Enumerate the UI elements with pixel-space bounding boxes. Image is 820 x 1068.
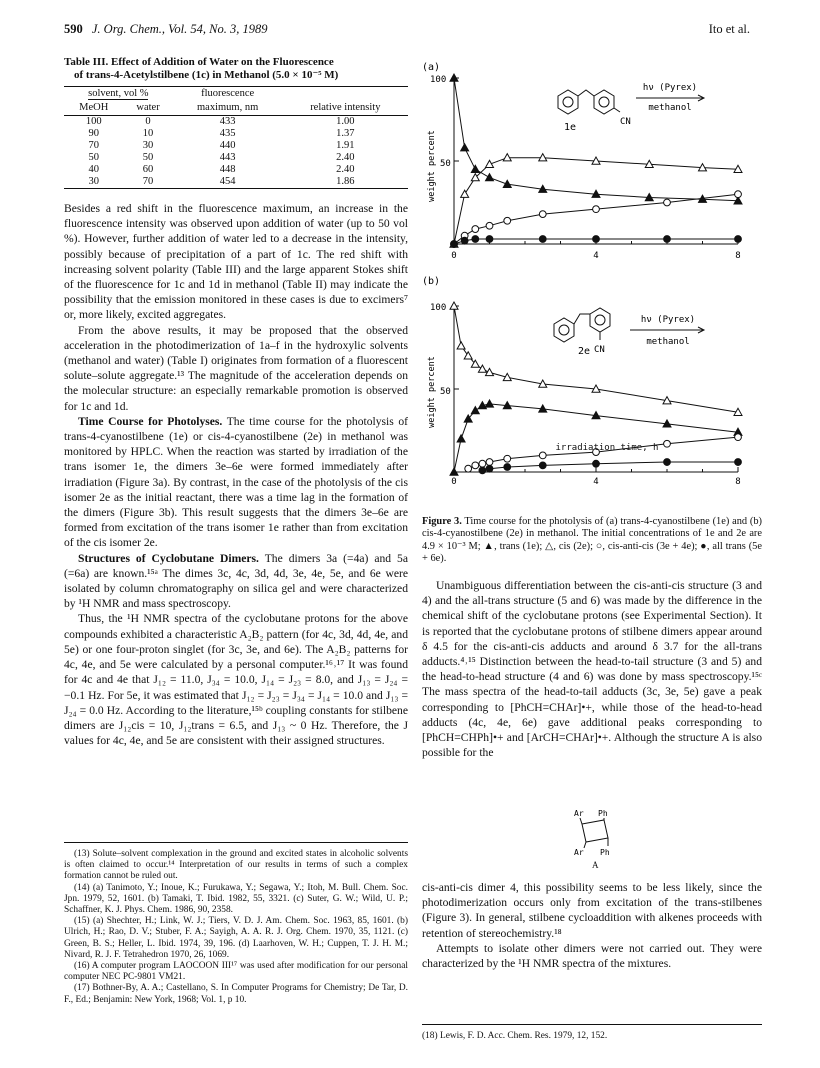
paragraph-structures: Structures of Cyclobutane Dimers. The dimers 3a (=4a) and 5a (=6a) are known.¹⁵ᵃ The dimes 3c, 4c, 3d, 4d, 3e, 4e, 5e, and 6e were isolated by column chromatography on silica gel and were characterized by ¹H NMR and mass spectroscopy.	[64, 551, 408, 611]
panel-b-point-open-circle	[479, 460, 486, 467]
reaction-a-conditions-bottom: methanol	[648, 103, 692, 113]
panel-a-point-filled-circle	[735, 236, 742, 243]
panel-b-point-filled-circle	[486, 465, 493, 472]
table-row: 100 0 433 1.00	[85, 116, 355, 127]
right-column-text-1	[422, 578, 762, 760]
panel-a-point-filled-circle	[461, 237, 468, 244]
paragraph-differentiation: Unambiguous differentiation between the cis-anti-cis structure (3 and 4) and the all-trans structure (5 and 6) was made by the difference in the chemical shift of the cyclobutane protons (see Experimental Section). It is reported that the cyclobutane protons of stilbene dimers appear around δ 4.5 for the cis-anti-cis adducts and around δ 3.7 for the all-trans adducts.⁴˒¹⁵ Distinction between the head-to-tail structure (3 and 5) and the head-to-head structure (4 and 6) was done by mass spectroscopy.¹⁵ᶜ The mass spectra of the head-to-tail adducts (3c, 3e, 5e) gave a peak corresponding to [PhCH=CHAr]•+, while those of the head-to-head adducts (4c, 4e, 6e) gave additional peaks corresponding to [PhCH=CHPh]•+ and [ArCH=CHAr]•+. Although the structure A is also possible for the	[422, 579, 762, 760]
structure-A-label: A	[592, 860, 599, 870]
panel-b-point-open-triangle	[478, 365, 486, 372]
panel-b-point-filled-triangle	[486, 400, 494, 407]
running-head	[64, 22, 750, 40]
structure-A-ar-top: Ar	[574, 809, 584, 818]
panel-a-xtick-8: 8	[735, 251, 741, 261]
figure-3-caption: Figure 3. Time course for the photolysis of (a) trans-4-cyanostilbene (1e) and (b) cis-4-cyanostilbene (2e) in methanol. The initial concentrations of 1e and 2e are 4.9 × 10⁻³ M; ▲, trans (1e); △, cis (2e); ○, cis-anti-cis (3e + 4e); ●, all trans (5e + 6e).	[422, 516, 762, 565]
structure-A-ph-bottom: Ph	[600, 848, 610, 856]
right-column-text-2	[422, 880, 762, 971]
panel-a-series	[450, 74, 742, 247]
section-head-time-course: Time Course for Photolyses.	[78, 414, 223, 428]
substituent-cn-b: CN	[594, 345, 605, 355]
panel-b-point-open-triangle	[464, 352, 472, 359]
panel-b-xtick-0: 0	[451, 477, 457, 486]
panel-b-point-filled-circle	[539, 462, 546, 469]
panel-a-point-filled-triangle	[471, 165, 479, 172]
figure-3-xlabel: irradiation time, h	[555, 443, 659, 453]
header-fluorescence-1: fluorescence	[201, 88, 255, 99]
structure-A-ar-bottom: Ar	[574, 848, 584, 856]
panel-a-label: (a)	[422, 62, 441, 73]
reaction-b-conditions-bottom: methanol	[646, 337, 690, 347]
structure-A-drawing	[560, 808, 640, 856]
reaction-b-conditions-top: hν (Pyrex)	[640, 315, 696, 325]
compound-label-2e: 2e	[578, 346, 591, 357]
panel-a-point-filled-triangle	[503, 180, 511, 187]
figure-3-caption-block	[422, 516, 762, 566]
panel-b-point-filled-circle	[593, 460, 600, 467]
panel-a-series-open-triangle-line	[454, 158, 738, 244]
footnote-16: (16) A computer program LAOCOON III¹⁷ was used after modification for our personal computer NEC PC-9801 VM21.	[64, 961, 408, 983]
paragraph-aggregate: From the above results, it may be proposed that the observed acceleration in the photodimerization of 1a–f in the hydroxylic solvents (methanol and water) (Table I) originates from formation of a fluorescent solute–solute aggregate.¹³ The magnitude of the acceleration depends on the molecular structure: an especially remarkable promotion is observed for 1c and 1d.	[64, 323, 408, 413]
panel-a-point-open-circle	[539, 211, 546, 218]
figure-3	[418, 58, 762, 486]
paragraph-red-shift: Besides a red shift in the fluorescence maximum, an increase in the fluorescence intensity was observed upon addition of water (up to 50 vol %). However, further addition of water led to a decrease in the intensity, possibly because of precipitation of a part of 1c. The red shift with increasing solvent polarity (Table III) and the large apparent Stokes shift of the fluorescence for 1c and 1d in methanol (Table II) may indicate the possibility that the emission monitored in these cases is due to excimers⁷ or, more likely, excited aggregates.	[64, 202, 408, 322]
panel-a-point-filled-circle	[451, 241, 458, 248]
panel-b-xtick-8: 8	[735, 477, 741, 486]
panel-a-series-filled-triangle-line	[454, 78, 738, 201]
footnote-15: (15) (a) Shechter, H.; Link, W. J.; Tiers, V. D. J. Am. Chem. Soc. 1963, 85, 1601. (b) Ulrich, H.; Rao, D. V.; Stuber, F. A.; Sayigh, A. A. R. J. Org. Chem. 1970, 35, 1121. (c) Green, B. S.; Heller, L. Ibid. 1974, 39, 196. (d) Laarhoven, W. H.; Cuppen, T. J. H. M.; Nivard, R. J. F. Tetrahedron 1970, 26, 1069.	[64, 916, 408, 960]
footnote-17: (17) Bothner-By, A. A.; Castellano, S. In Computer Programs for Chemistry; De Tar, D. F., Ed.; Benjamin: New York, 1968; Vol. 1, p 10.	[64, 983, 408, 1005]
journal-citation: J. Org. Chem., Vol. 54, No. 3, 1989	[91, 22, 268, 36]
table-row: 90 10 435 1.37	[88, 128, 355, 139]
running-head-authors: Ito et al.	[708, 22, 750, 36]
table-3	[64, 86, 408, 189]
structure-2e	[554, 308, 610, 342]
panel-b-point-filled-triangle	[471, 407, 479, 414]
panel-b-point-filled-circle	[479, 467, 486, 474]
panel-a-point-open-triangle	[461, 190, 469, 197]
panel-b-point-filled-circle	[504, 464, 511, 471]
compound-label-1e: 1e	[564, 122, 577, 133]
table-title	[64, 56, 408, 82]
panel-a-point-filled-triangle	[461, 144, 469, 151]
panel-b-ytick-100: 100	[430, 303, 447, 313]
figure-3-chart	[418, 58, 762, 486]
panel-a-point-filled-triangle	[486, 174, 494, 181]
header-water: water	[136, 102, 160, 113]
paragraph-cis-anti-cis: cis-anti-cis dimer 4, this possibility seems to be less likely, since the photodimerization occurs only from excitation of the trans-stilbenes (Figure 3). In general, stilbene cycloaddition with alkenes proceeds with retention of stereochemistry.¹⁸	[422, 881, 762, 940]
panel-b-point-filled-circle	[735, 459, 742, 466]
footnotes-left	[64, 842, 408, 1006]
panel-a-point-filled-circle	[486, 236, 493, 243]
table-row: 50 50 443 2.40	[88, 152, 355, 163]
panel-a-point-open-triangle	[486, 160, 494, 167]
panel-b-point-filled-triangle	[457, 435, 465, 442]
panel-a-point-open-circle	[486, 222, 493, 229]
substituent-cn-a: CN	[620, 117, 631, 127]
panel-a-point-filled-circle	[664, 236, 671, 243]
panel-b-xtick-4: 4	[593, 477, 599, 486]
paragraph-attempts: Attempts to isolate other dimers were not carried out. They were characterized by the ¹H NMR spectra of the mixtures.	[422, 941, 762, 971]
panel-b-series-open-triangle-line	[454, 306, 738, 412]
table-title-line-2: of trans-4-Acetylstilbene (1c) in Methanol (5.0 × 10⁻⁵ M)	[74, 69, 339, 81]
panel-b-ytick-50: 50	[440, 387, 451, 397]
panel-a-ylabel: weight percent	[427, 130, 437, 202]
reaction-a-conditions-top: hν (Pyrex)	[642, 83, 698, 93]
footnote-14: (14) (a) Tanimoto, Y.; Inoue, K.; Furukawa, Y.; Segawa, Y.; Itoh, M. Bull. Chem. Soc. Jpn. 1979, 52, 1601. (b) Tamaki, T. Ibid. 1982, 55, 3321. (c) Suter, G. W.; Wild, U. P.; Schaffner, K. J. Phys. Chem. 1986, 90, 2358.	[64, 882, 408, 916]
panel-a-point-filled-circle	[593, 236, 600, 243]
structure-A	[560, 808, 640, 856]
table-row: 30 70 454 1.86	[64, 176, 408, 189]
header-relative-intensity: relative intensity	[310, 102, 381, 113]
panel-b-point-open-circle	[735, 434, 742, 441]
panel-a-point-filled-circle	[472, 236, 479, 243]
panel-b-point-open-circle	[504, 455, 511, 462]
footnote-18: (18) Lewis, F. D. Acc. Chem. Res. 1979, 12, 152.	[422, 1031, 608, 1041]
panel-b-point-open-triangle	[457, 342, 465, 349]
page-number: 590	[64, 22, 83, 36]
panel-a-point-open-circle	[735, 191, 742, 198]
panel-a-ytick-100: 100	[430, 75, 447, 85]
panel-b-point-open-circle	[465, 465, 472, 472]
header-fluorescence-2: maximum, nm	[197, 102, 259, 113]
panel-a-point-filled-circle	[539, 236, 546, 243]
panel-b-series-filled-circle-line	[482, 462, 738, 470]
panel-a-point-open-circle	[472, 226, 479, 233]
table-row: 40 60 448 2.40	[88, 164, 355, 175]
figure-3-xlabel-row	[422, 442, 762, 454]
panel-b-point-filled-circle	[664, 459, 671, 466]
paragraph-nmr: Thus, the ¹H NMR spectra of the cyclobutane protons for the above compounds exhibited a characteristic A₂B₂ pattern (for 4c, 3d, 4d, 4e, and 5e) or one four-proton singlet (for 3c, 3e, and 6e). The A₂B₂ patterns for 4c, 4e, and 5e were calculated by a personal computer.¹⁶˒¹⁷ It was found for 4c and 4e that J₁₂ = 11.0, J₃₄ = 10.0, J₁₄ = J₂₃ = 8.0, and J₁₃ = J₂₄ = −0.1 Hz. For 5e, it was estimated that J₁₂ = J₂₃ = J₃₄ = J₁₄ = 10.0 and J₁₃ = J₂₄ = 0.0 Hz. According to the literature,¹⁵ᵇ coupling constants for stilbene dimers are J₁₂cis = 10, J₁₂trans = 6.5, and J₁₃ ~ 0 Hz. Therefore, the J values for 4c, 4e, and 5e are consistent with their assigned structures.	[64, 612, 408, 748]
panel-a-xtick-0: 0	[451, 251, 457, 261]
panel-a-xtick-4: 4	[593, 251, 599, 261]
footnotes-right	[422, 1024, 762, 1042]
panel-b-point-open-circle	[486, 459, 493, 466]
running-head-left	[64, 22, 267, 37]
footnote-13: (13) Solute–solvent complexation in the ground and excited states in alcoholic solvents is often claimed to occur.¹⁴ Interpretation of our results in terms of such a complex formation cannot be ruled out.	[64, 849, 408, 882]
structure-1e	[558, 90, 620, 114]
header-solvent: solvent, vol %	[88, 88, 149, 99]
panel-a-point-open-circle	[664, 199, 671, 206]
left-column	[64, 56, 408, 748]
panel-a-ytick-50: 50	[440, 159, 451, 169]
table-title-line-1: Table III. Effect of Addition of Water on the Fluorescence	[64, 56, 334, 68]
panel-a-point-open-circle	[593, 206, 600, 213]
panel-b-ylabel: weight percent	[427, 356, 437, 428]
header-meoh: MeOH	[79, 102, 109, 113]
structure-A-ph-top: Ph	[598, 809, 608, 818]
panel-b-point-open-circle	[472, 462, 479, 469]
panel-b-label: (b)	[422, 276, 441, 287]
table-row: 70 30 440 1.91	[88, 140, 355, 151]
paragraph-time-course: Time Course for Photolyses. The time course for the photolysis of trans-4-cyanostilbene (1e) or cis-4-cyanostilbene (2e) in methanol was monitored by HPLC. When the reaction was started by irradiation of the trans isomer 1e, the dimers 3e–6e were formed immediately after irradiation (Figure 3a). By contrast, in the case of the photolysis of the cis isomer 2e as the initial reactant, there was a time lag in the formation of the dimers (Figure 3b). This result suggests that the dimers 3e–6e are formed from excitation of the trans isomer 1e rather than from excitation of the cis isomer 2e.	[64, 414, 408, 550]
section-head-structures: Structures of Cyclobutane Dimers.	[78, 551, 259, 565]
panel-a-point-open-circle	[504, 217, 511, 224]
